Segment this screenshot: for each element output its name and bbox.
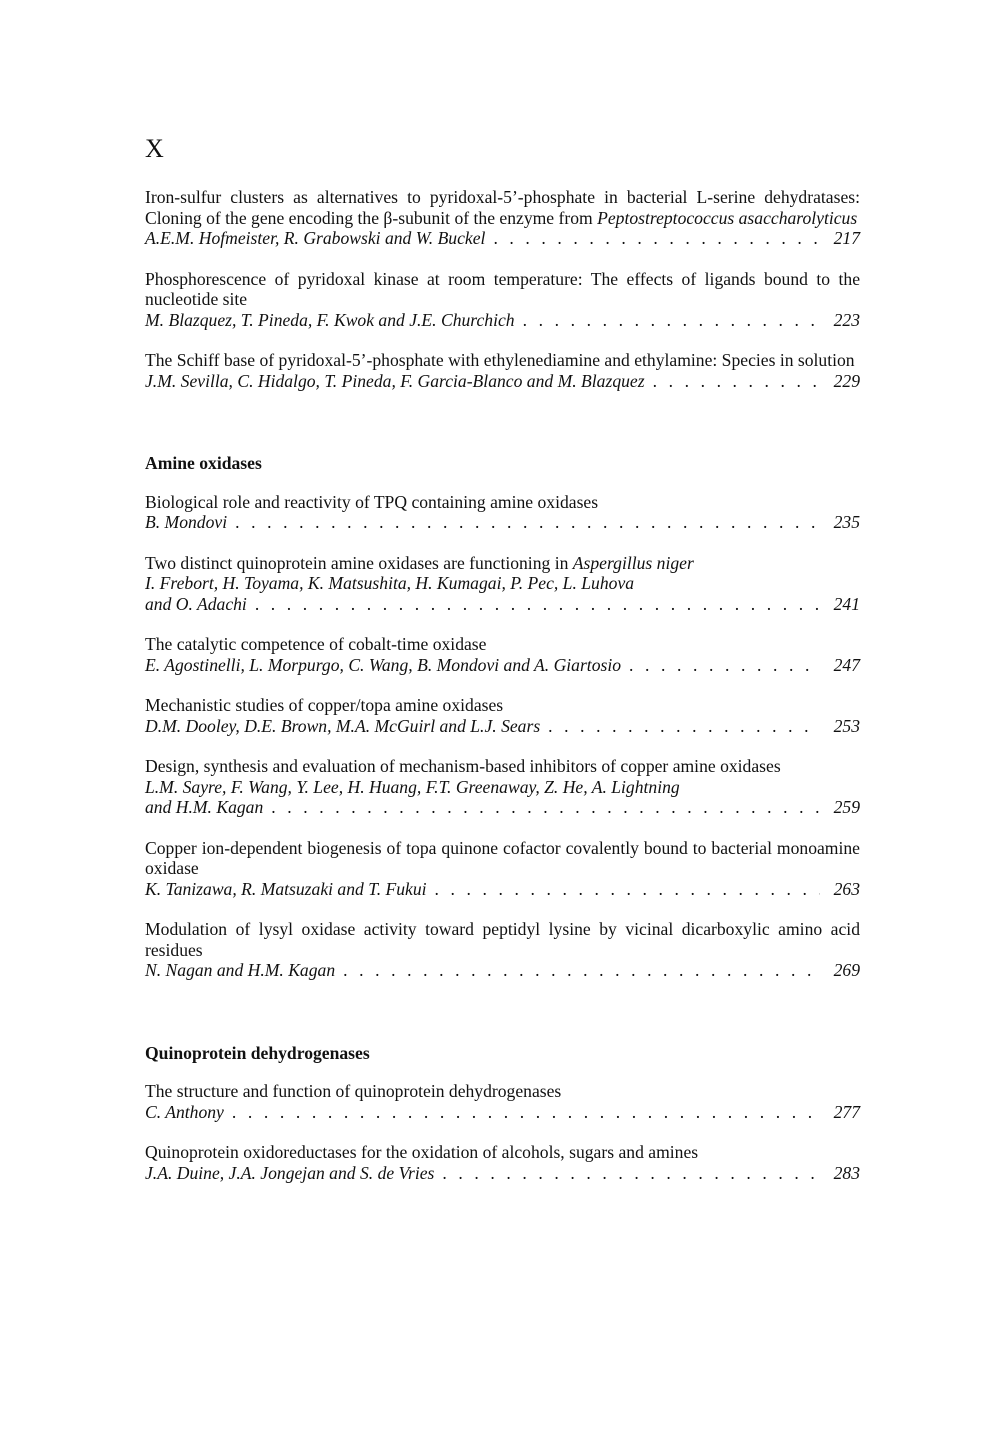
- entry-page: 217: [833, 228, 860, 248]
- dot-leader: [653, 371, 820, 392]
- entry-page: 277: [833, 1101, 860, 1122]
- entry-title: Biological role and reactivity of TPQ containing amine oxidases: [145, 491, 599, 512]
- toc-entry: [145, 695, 860, 736]
- entry-authors: B. Mondovi: [145, 512, 228, 532]
- entry-authors: E. Agostinelli, L. Morpurgo, C. Wang, B. Mondovi and A. Giartosio: [145, 654, 622, 675]
- author-line: [145, 1163, 860, 1184]
- author-line: [145, 716, 860, 737]
- toc-entry: [145, 838, 860, 900]
- entry-authors-line1: L.M. Sayre, F. Wang, Y. Lee, H. Huang, F.T. Greenaway, Z. He, A. Lightning: [145, 776, 680, 797]
- entry-authors: and H.M. Kagan: [145, 797, 264, 817]
- author-line: [145, 797, 860, 818]
- entry-page: 263: [833, 878, 860, 899]
- toc-entry: [145, 1081, 860, 1122]
- entry-title: The structure and function of quinoprotein dehydrogenases: [145, 1081, 562, 1101]
- entry-page: 235: [833, 512, 860, 532]
- entry-authors: J.M. Sevilla, C. Hidalgo, T. Pineda, F. Garcia-Blanco and M. Blazquez: [145, 370, 645, 391]
- table-of-contents: [145, 187, 860, 1203]
- dot-leader: [271, 797, 820, 818]
- species-name: Peptostreptococcus asaccharolyticus: [597, 207, 858, 228]
- entry-authors: N. Nagan and H.M. Kagan: [145, 960, 336, 980]
- entry-page: 269: [833, 960, 860, 980]
- entry-title: Quinoprotein oxidoreductases for the oxidation of alcohols, sugars and amines: [145, 1142, 699, 1162]
- toc-entry: [145, 492, 860, 533]
- section-heading: Amine oxidases: [145, 453, 262, 473]
- entry-authors: and O. Adachi: [145, 593, 247, 614]
- toc-entry: [145, 634, 860, 675]
- entry-page: 241: [833, 593, 860, 614]
- dot-leader: [232, 1102, 820, 1123]
- toc-entry: [145, 269, 860, 331]
- author-line: [145, 594, 860, 615]
- dot-leader: [523, 310, 820, 331]
- section-heading: Quinoprotein dehydrogenases: [145, 1042, 370, 1063]
- entry-authors: M. Blazquez, T. Pineda, F. Kwok and J.E. Churchich: [145, 309, 515, 330]
- entry-authors: A.E.M. Hofmeister, R. Grabowski and W. Buckel: [145, 228, 486, 248]
- entry-authors: K. Tanizawa, R. Matsuzaki and T. Fukui: [145, 878, 427, 899]
- entry-title: Two distinct quinoprotein amine oxidases are functioning in Aspergillus niger: [145, 552, 694, 573]
- dot-leader: [343, 960, 820, 981]
- entry-title: Phosphorescence of pyridoxal kinase at room temperature: The effects of ligands bound to the nucleotide site: [145, 268, 860, 309]
- toc-entry: [145, 1142, 860, 1183]
- entry-title: Design, synthesis and evaluation of mechanism-based inhibitors of copper amine oxidases: [145, 756, 781, 776]
- dot-leader: [629, 655, 820, 676]
- dot-leader: [255, 594, 820, 615]
- author-line: [145, 1102, 860, 1123]
- entry-authors: D.M. Dooley, D.E. Brown, M.A. McGuirl and L.J. Sears: [145, 715, 541, 736]
- dot-leader: [435, 879, 820, 900]
- author-line: [145, 655, 860, 676]
- entry-page: 223: [833, 309, 860, 330]
- toc-entry: [145, 553, 860, 615]
- entry-authors: J.A. Duine, J.A. Jongejan and S. de Vries: [145, 1162, 435, 1183]
- author-line: [145, 228, 860, 249]
- entry-page: 283: [833, 1162, 860, 1183]
- entry-title: Copper ion-dependent biogenesis of topa quinone cofactor covalently bound to bacterial monoamine oxidase: [145, 837, 860, 878]
- entry-page: 253: [833, 715, 860, 736]
- author-line: [145, 371, 860, 392]
- author-line: [145, 512, 860, 533]
- dot-leader: [493, 228, 820, 249]
- toc-entry: [145, 756, 860, 818]
- entry-page: 229: [833, 370, 860, 391]
- entry-title: Modulation of lysyl oxidase activity toward peptidyl lysine by vicinal dicarboxylic amino acid residues: [145, 919, 860, 960]
- entry-authors: C. Anthony: [145, 1101, 224, 1122]
- author-line: [145, 310, 860, 331]
- dot-leader: [442, 1163, 820, 1184]
- entry-page: 247: [833, 654, 860, 675]
- toc-entry: [145, 187, 860, 249]
- page-number: X: [145, 134, 164, 163]
- entry-title: The catalytic competence of cobalt-time oxidase: [145, 634, 487, 654]
- author-line: [145, 879, 860, 900]
- toc-entry: [145, 350, 860, 391]
- toc-entry: [145, 919, 860, 981]
- entry-title: The Schiff base of pyridoxal-5’-phosphate with ethylenediamine and ethylamine: Species in solution: [145, 350, 855, 370]
- entry-title: Iron-sulfur clusters as alternatives to pyridoxal-5’-phosphate in bacterial L-serine dehydratases: Cloning of the gene encoding the β-subunit of the enzyme from Peptostreptococcus asaccharolyticus: [145, 187, 860, 228]
- dot-leader: [548, 716, 820, 737]
- entry-authors-line1: I. Frebort, H. Toyama, K. Matsushita, H. Kumagai, P. Pec, L. Luhova: [145, 573, 635, 593]
- entry-title: Mechanistic studies of copper/topa amine oxidases: [145, 695, 504, 715]
- dot-leader: [235, 512, 820, 533]
- author-line: [145, 960, 860, 981]
- entry-page: 259: [833, 797, 860, 817]
- species-name: Aspergillus niger: [572, 552, 694, 573]
